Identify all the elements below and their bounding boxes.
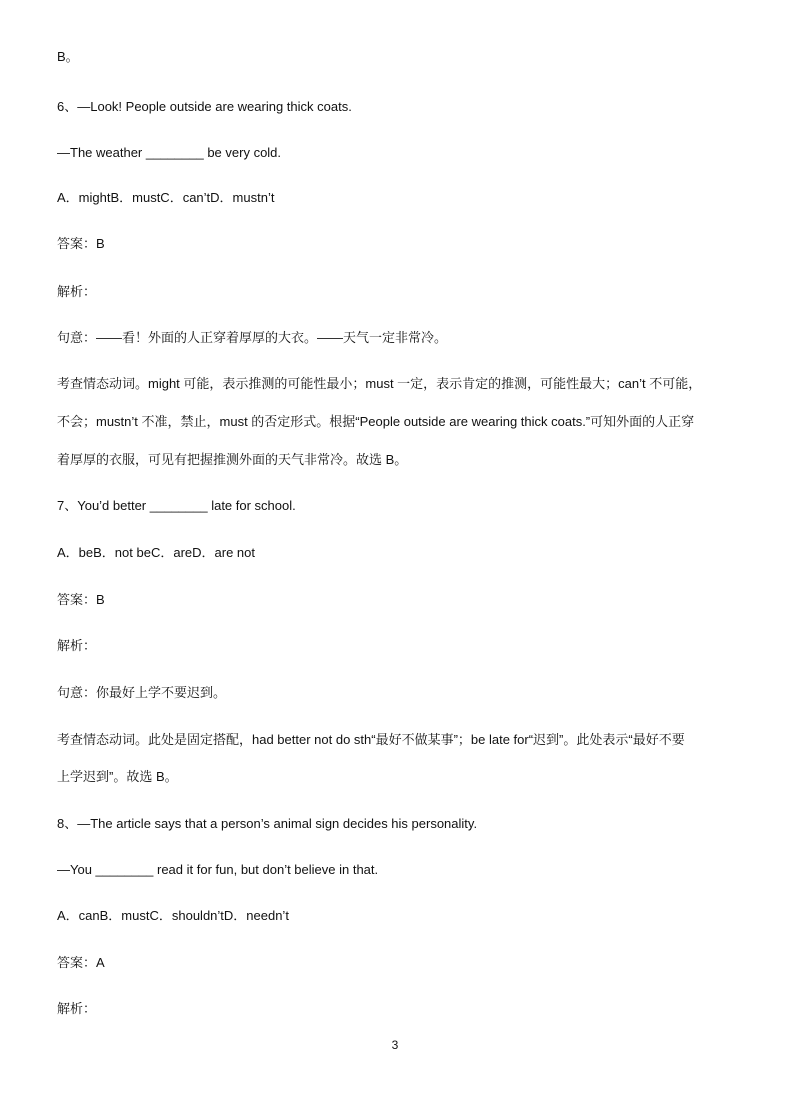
question-6-stem: 6、—Look! People outside are wearing thick coats. bbox=[57, 99, 352, 114]
question-7-options: A．beB．not beC．areD．are not bbox=[57, 545, 255, 560]
question-6-answer: 答案：B bbox=[57, 236, 105, 251]
question-7-meaning: 句意：你最好上学不要迟到。 bbox=[57, 685, 227, 700]
question-6-explanation-3: 着厚厚的衣服，可见有把握推测外面的天气非常冷。故选 B。 bbox=[57, 452, 408, 467]
question-6-options: A．mightB．mustC．can’tD．mustn’t bbox=[57, 190, 275, 205]
question-7-answer: 答案：B bbox=[57, 592, 105, 607]
question-6-analysis-label: 解析： bbox=[57, 284, 97, 299]
question-6-blank: —The weather ________ be very cold. bbox=[57, 145, 282, 160]
question-7-stem: 7、You’d better ________ late for school. bbox=[57, 498, 296, 513]
page-number: 3 bbox=[391, 1038, 399, 1052]
question-8-answer: 答案：A bbox=[57, 955, 105, 970]
question-8-analysis-label: 解析： bbox=[57, 1001, 97, 1016]
question-7-explanation-1: 考查情态动词。此处是固定搭配，had better not do sth“最好不做某事”；be late for“迟到”。此处表示“最好不要 bbox=[57, 732, 685, 747]
question-7-explanation-2: 上学迟到”。故选 B。 bbox=[57, 769, 178, 784]
question-6-meaning: 句意：——看！外面的人正穿着厚厚的大衣。——天气一定非常冷。 bbox=[57, 330, 448, 345]
question-7-analysis-label: 解析： bbox=[57, 638, 97, 653]
question-6-explanation-2: 不会；mustn’t 不准，禁止，must 的否定形式。根据“People outside are wearing thick coats.”可知外面的人正穿 bbox=[57, 414, 695, 429]
question-8-options: A．canB．mustC．shouldn’tD．needn’t bbox=[57, 908, 289, 923]
answer-b-prev: B。 bbox=[57, 49, 79, 64]
question-6-explanation-1: 考查情态动词。might 可能，表示推测的可能性最小；must 一定，表示肯定的推测，可能性最大；can’t 不可能， bbox=[57, 376, 702, 391]
question-8-stem: 8、—The article says that a person’s animal sign decides his personality. bbox=[57, 816, 478, 831]
question-8-blank: —You ________ read it for fun, but don’t believe in that. bbox=[57, 862, 379, 877]
